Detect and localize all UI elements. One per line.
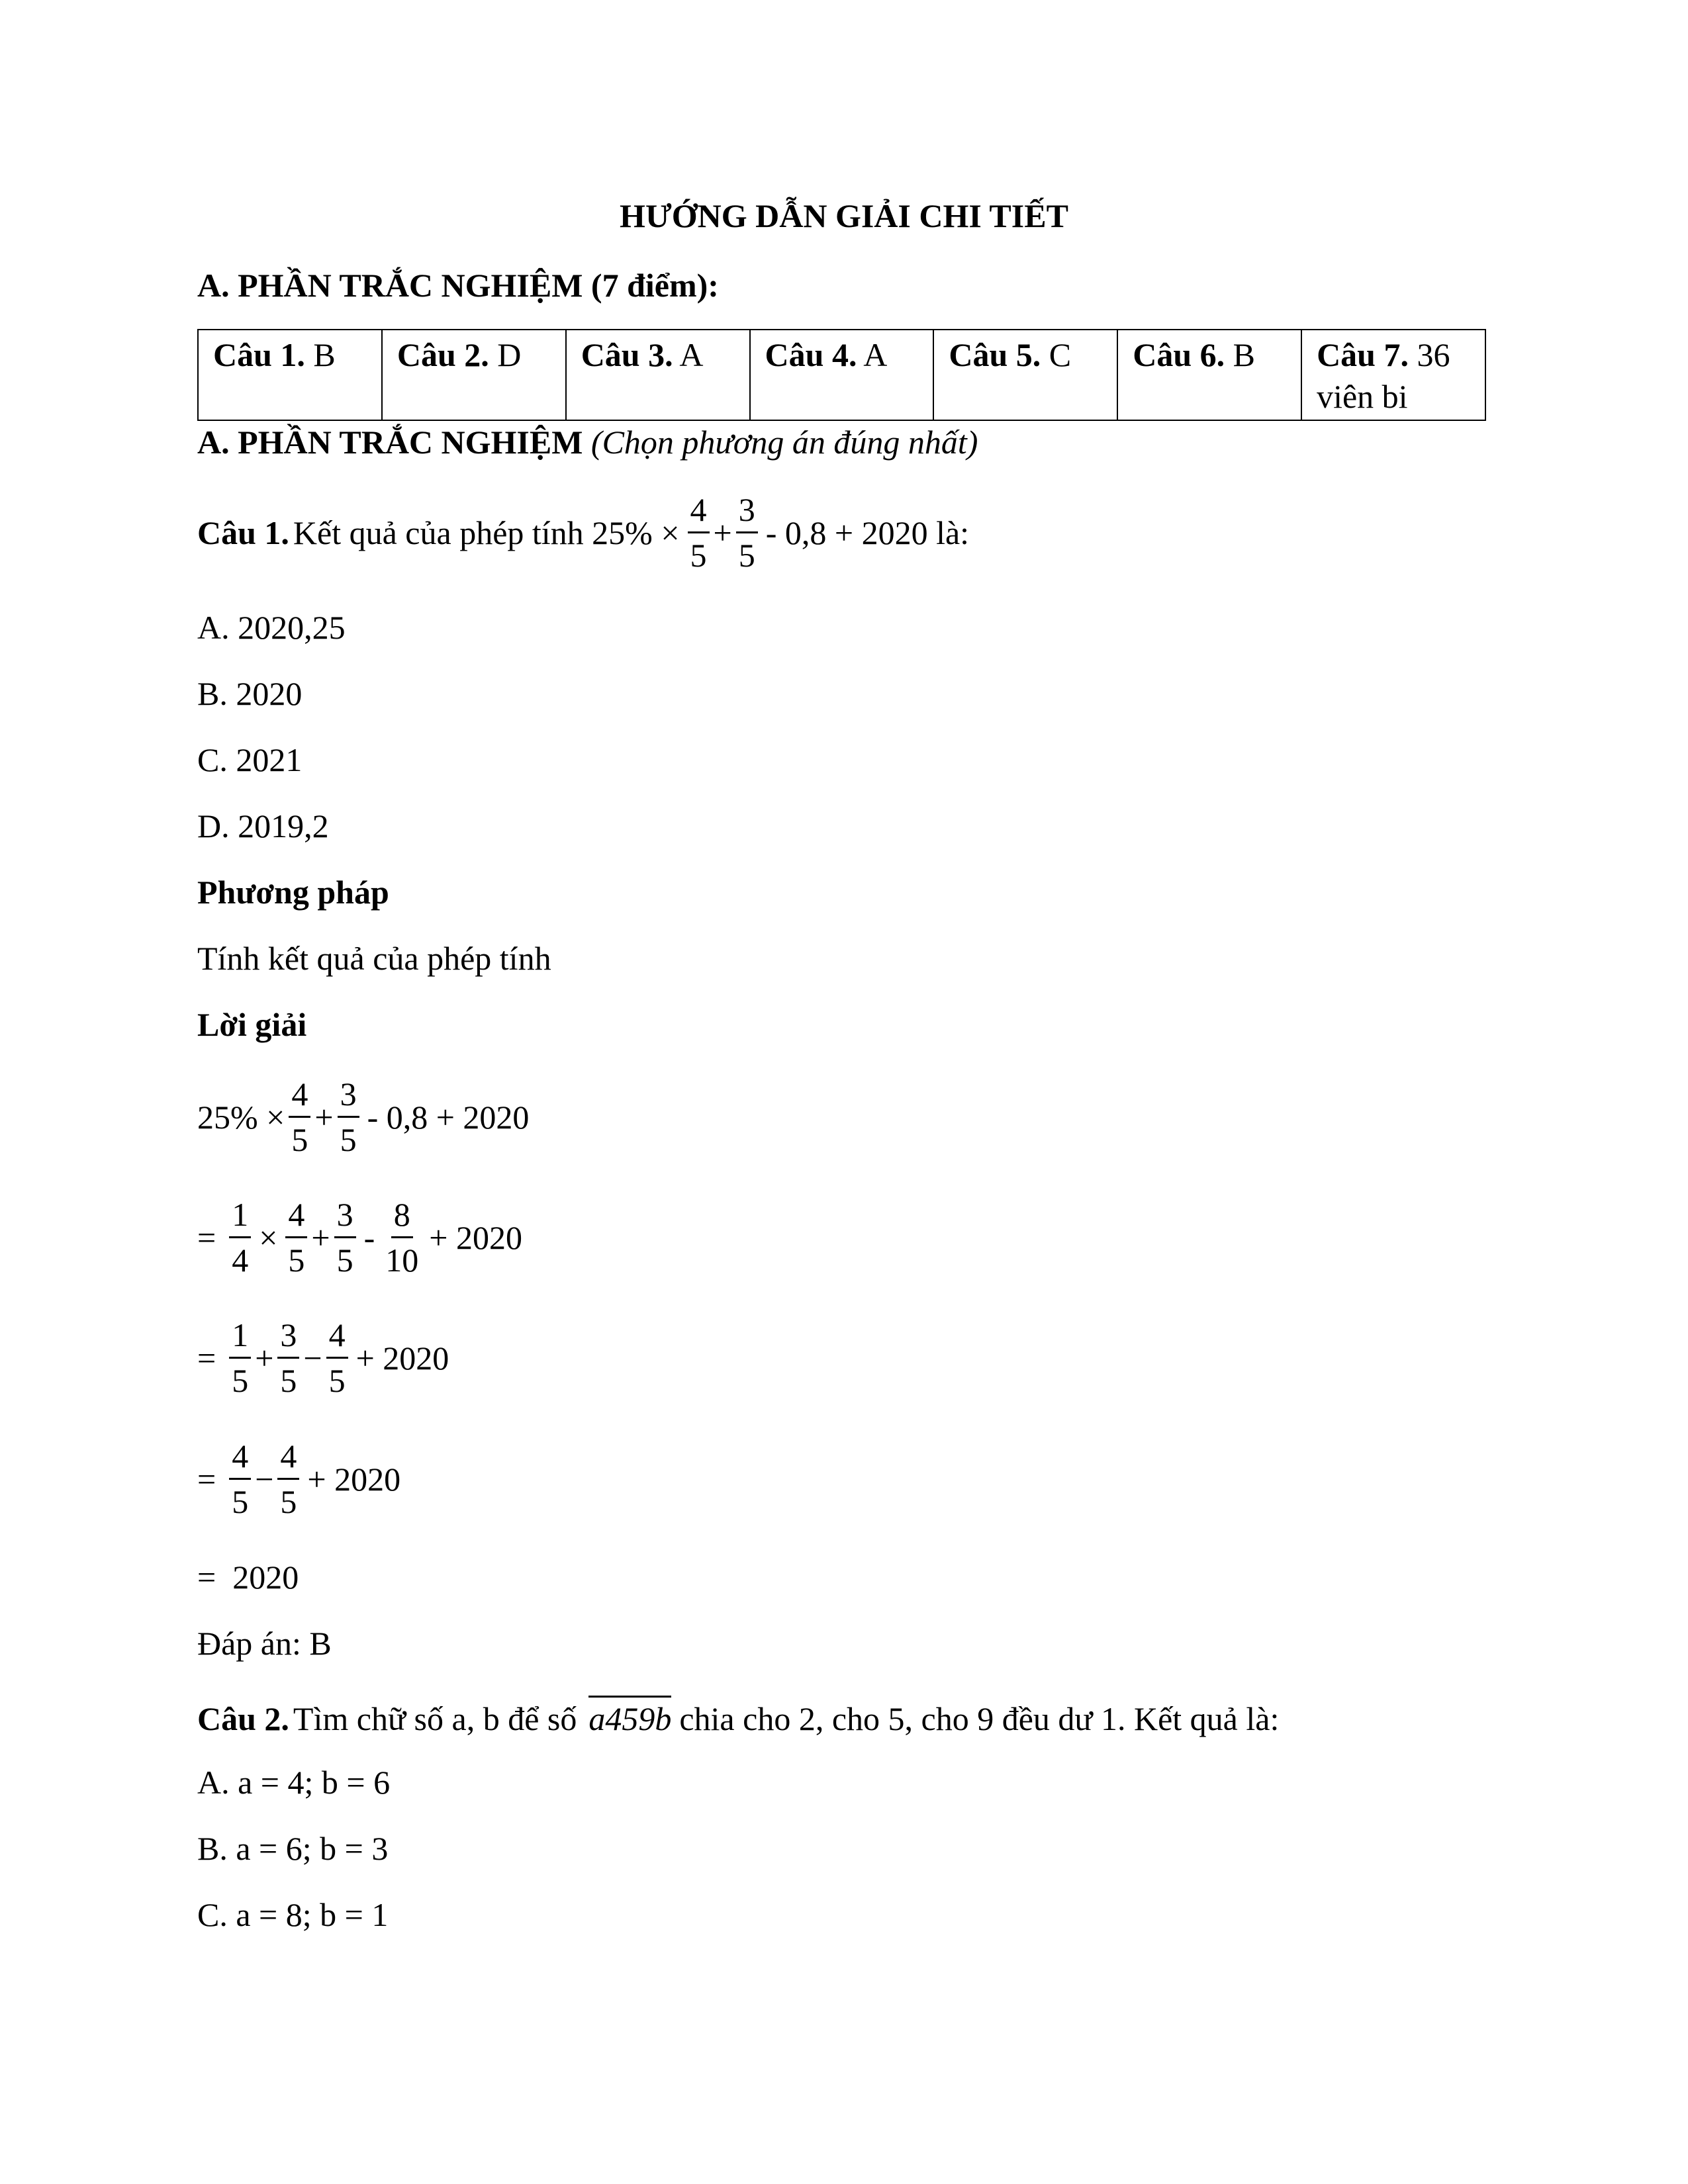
answer-cell: Câu 2. D [382, 330, 566, 420]
answer-table [197, 329, 1486, 421]
question-2: Câu 2. Tìm chữ số a, b để số a459b chia cho 2, cho 5, cho 9 đều dư 1. Kết quả là: [197, 1696, 1279, 1739]
option-c: C. 2021 [197, 741, 303, 778]
fraction: $\frac{4}{5}$ [277, 1439, 299, 1518]
fraction: $\frac{8}{10}$ [385, 1196, 419, 1279]
solution-result: = 2020 [197, 1559, 299, 1596]
method-text: Tính kết quả của phép tính [197, 940, 551, 977]
answer-cell: Câu 4. A [750, 330, 934, 420]
solution-line: = $\frac{4}{5}$ − $\frac{4}{5}$ + 2020 [197, 1437, 401, 1520]
answer-cell: Câu 6. B [1117, 330, 1301, 420]
option-d: D. 2019,2 [197, 807, 329, 844]
answer-cell: Câu 1. B [198, 330, 382, 420]
overlined-number: a459b [588, 1696, 671, 1739]
question-1: Câu 1. Kết quả của phép tính 25% × $\frac{4}{5}$ + $\frac{3}{5}$ - 0,8 + 2020 là: [197, 491, 970, 574]
fraction: $\frac{4}{5}$ [326, 1318, 348, 1397]
fraction: $\frac{3}{5}$ [338, 1077, 359, 1156]
fraction: $\frac{4}{5}$ [229, 1439, 251, 1518]
fraction: $\frac{3}{5}$ [736, 493, 758, 572]
method-label: Phương pháp [197, 874, 389, 911]
fraction: $\frac{4}{5}$ [285, 1198, 307, 1277]
question-label: Câu 2. [197, 1700, 289, 1737]
fraction: $\frac{4}{5}$ [289, 1077, 310, 1156]
fraction: $\frac{3}{5}$ [277, 1318, 299, 1397]
option-a: A. a = 4; b = 6 [197, 1764, 391, 1801]
fraction: $\frac{3}{5}$ [334, 1198, 356, 1277]
solution-line: 25% × $\frac{4}{5}$ + $\frac{3}{5}$ - 0,8 + 2020 [197, 1075, 530, 1158]
section-heading: A. PHẦN TRẮC NGHIỆM (7 điểm): [197, 267, 719, 304]
fraction: $\frac{1}{4}$ [229, 1198, 251, 1277]
answer-cell: Câu 3. A [566, 330, 750, 420]
solution-line: = $\frac{1}{4}$ × $\frac{4}{5}$ + $\frac{3}{5}$ - $\frac{8}{10}$ + 2020 [197, 1196, 522, 1279]
option-c: C. a = 8; b = 1 [197, 1896, 389, 1933]
answer-cell: Câu 5. C [933, 330, 1117, 420]
answer-cell: Câu 7. 36 viên bi [1301, 330, 1485, 420]
option-b: B. 2020 [197, 675, 303, 712]
answer-line: Đáp án: B [197, 1625, 332, 1662]
option-b: B. a = 6; b = 3 [197, 1830, 389, 1867]
question-label: Câu 1. [197, 514, 289, 551]
fraction: $\frac{4}{5}$ [688, 493, 710, 572]
fraction: $\frac{1}{5}$ [229, 1318, 251, 1397]
section-subheading: A. PHẦN TRẮC NGHIỆM (Chọn phương án đúng nhất) [197, 424, 978, 461]
solution-label: Lời giải [197, 1006, 307, 1043]
solution-line: = $\frac{1}{5}$ + $\frac{3}{5}$ − $\frac{4}{5}$ + 2020 [197, 1316, 449, 1399]
option-a: A. 2020,25 [197, 609, 346, 646]
page-title: HƯỚNG DẪN GIẢI CHI TIẾT [620, 197, 1068, 234]
